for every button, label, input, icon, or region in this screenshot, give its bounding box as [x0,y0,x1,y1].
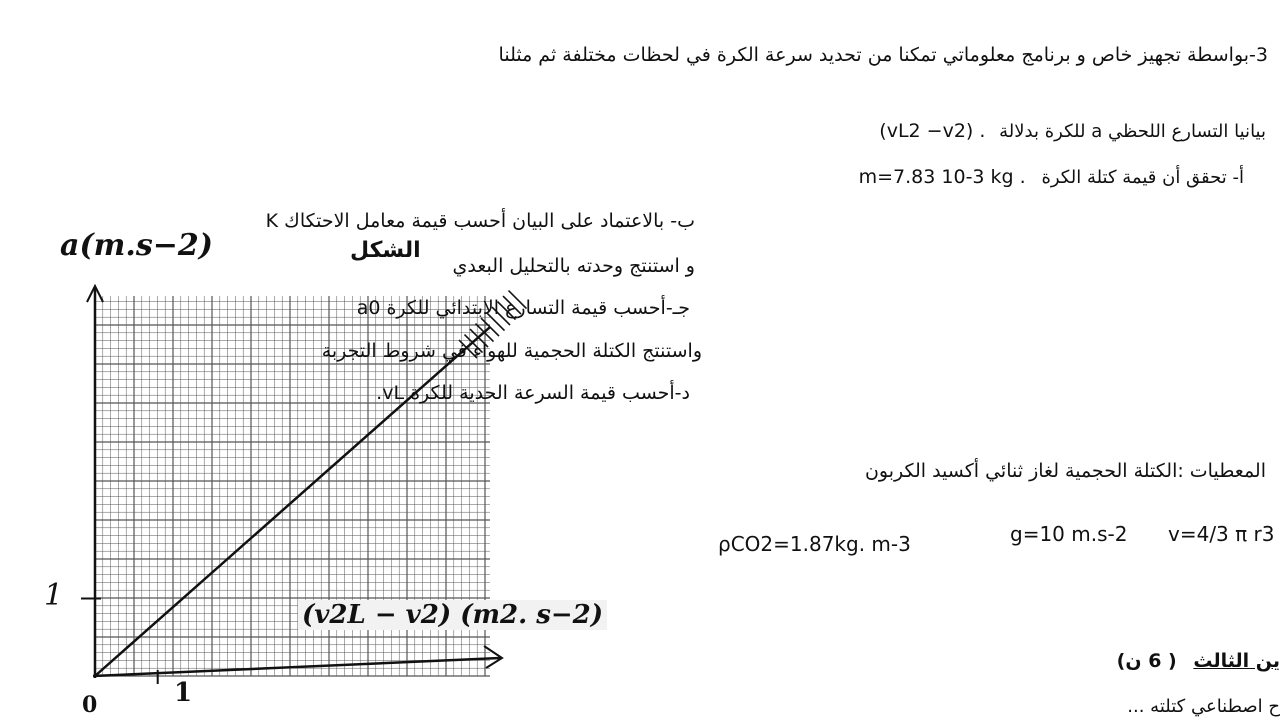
x-axis-label: (v2L − v2) (m2. s−2) [298,600,607,630]
gravity-value: g=10 m.s-2 [1010,522,1128,546]
item-b-line-1: ب- بالاعتماد على البيان أحسب قيمة معامل الاحتكاك K [265,210,695,232]
question-3-line-2-expression: (vL2 −v2) . [879,120,986,142]
y-axis-label: a(m.s−2) [60,228,213,263]
item-b-line-2: و استنتج وحدته بالتحليل البعدي [452,255,695,277]
next-exercise-line: ح اصطناعي كتلته ... [1127,696,1280,717]
item-c-line-1: جـ-أحسب قيمة التسارع الابتدائي للكرة a0 [356,297,690,319]
volume-formula: v=4/3 π r3 [1168,522,1275,546]
figure-caption: الشكل [350,238,421,263]
item-c-line-2: واستنتج الكتلة الحجمية للهواء في شروط التجربة [321,340,702,362]
next-exercise-title [1117,650,1280,672]
rho-co2-value: ρCO2=1.87kg. m-3 [718,532,911,556]
item-a-text: أ- تحقق أن قيمة كتلة الكرة [1041,167,1244,188]
next-exercise-points: ( 6 ن) [1116,650,1177,672]
question-3-line-1: 3-بواسطة تجهيز خاص و برنامج معلوماتي تمكنا من تحديد سرعة الكرة في لحظات مختلفة ثم مثلنا [498,44,1268,66]
x-axis-line [93,658,500,676]
x-tick-label: 1 [174,678,193,708]
x-axis-arrow [484,646,502,668]
origin-label: 0 [82,692,98,718]
item-d: د-أحسب قيمة السرعة الحدية للكرة vL. [376,382,690,404]
givens-title: المعطيات :الكتلة الحجمية لغاز ثنائي أكسيد الكربون [864,460,1266,482]
question-3-line-2 [879,120,1266,142]
question-3-line-2-text: بيانيا التسارع اللحظي a للكرة بدلالة [999,121,1266,142]
item-a [859,166,1244,188]
next-exercise-name: ين الثالث [1193,650,1280,672]
y-tick-label: 1 [44,578,64,613]
item-a-mass: m=7.83 10-3 kg . [858,166,1026,188]
